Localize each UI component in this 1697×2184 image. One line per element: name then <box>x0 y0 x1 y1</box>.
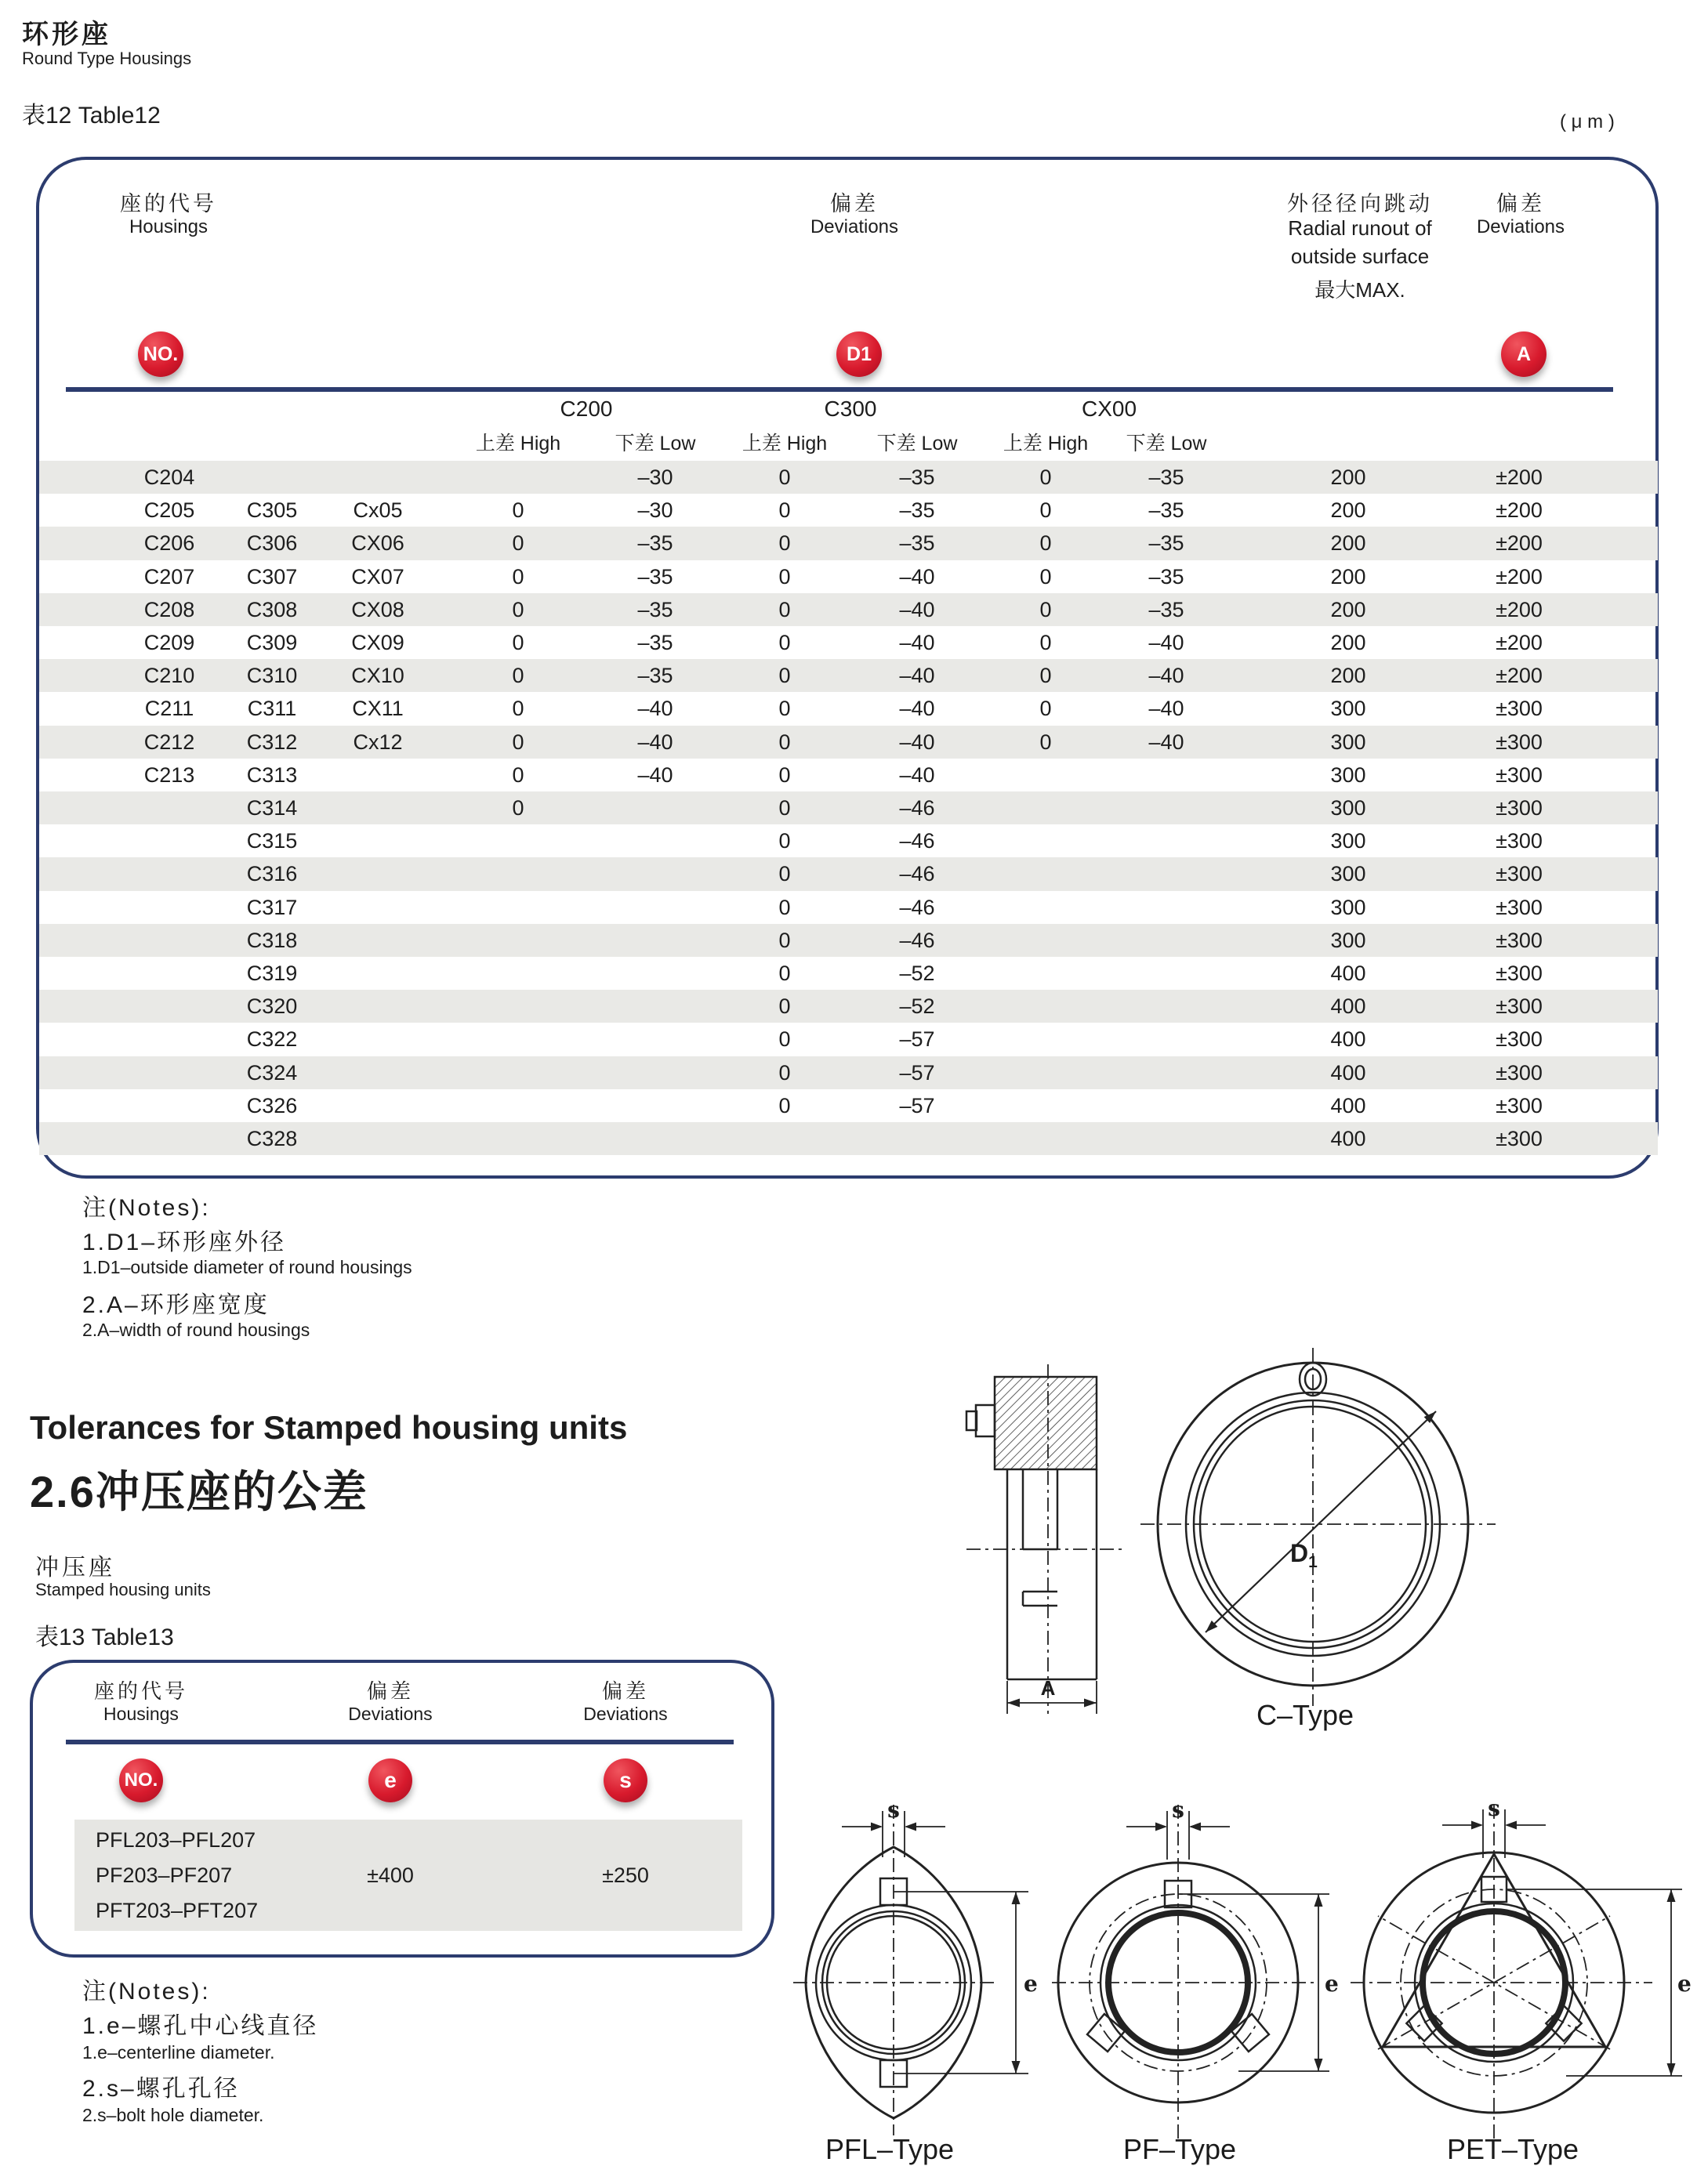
table12-cell: –40 <box>637 730 673 754</box>
table12-cell: 400 <box>1330 994 1366 1019</box>
arrow-icon <box>1471 1821 1483 1830</box>
table12-cell: 0 <box>778 829 791 853</box>
table12-cell: C314 <box>246 796 298 820</box>
table12-cell: ±200 <box>1496 664 1543 688</box>
table12-cell: 0 <box>512 531 524 556</box>
arrow-icon <box>1314 1894 1323 1907</box>
table12-cell: 200 <box>1330 564 1366 589</box>
t12-cx00-low: 下差 Low <box>1126 433 1207 455</box>
section-title-cn: 2.6冲压座的公差 <box>30 1467 368 1516</box>
table12-cell: C307 <box>246 564 298 589</box>
table12-cell: 300 <box>1330 796 1366 820</box>
table12-cell: 0 <box>778 730 791 754</box>
table12-cell: ±300 <box>1496 697 1543 721</box>
table12-cell: 400 <box>1330 962 1366 985</box>
table12-cell: 0 <box>512 762 524 787</box>
table12-cell: ±300 <box>1496 862 1543 886</box>
table12-cell: C319 <box>246 962 298 985</box>
table12-cell: ±200 <box>1496 498 1543 523</box>
notes12-line2-en: 2.A–width of round housings <box>82 1320 310 1340</box>
table12-cell: ±300 <box>1496 796 1543 820</box>
table12-cell: 200 <box>1330 664 1366 688</box>
table12-cell: 0 <box>512 697 524 721</box>
table12-row <box>39 461 1658 494</box>
arrow-icon <box>1012 1892 1021 1904</box>
t13-housings-en: Housings <box>103 1704 179 1724</box>
notes13-title: 注(Notes): <box>82 1979 211 2005</box>
pet-type-diagram <box>1347 1791 1697 2143</box>
t13-header-rule <box>66 1740 734 1744</box>
table12-cell: 0 <box>512 498 524 523</box>
c-type-section-diagram <box>960 1360 1129 1724</box>
table12-label: 表12 Table12 <box>22 103 161 129</box>
table12-cell: –35 <box>1148 597 1184 621</box>
table13-label: 表13 Table13 <box>35 1624 174 1650</box>
table12-cell: ±300 <box>1496 730 1543 754</box>
arrow-icon <box>1505 1821 1517 1830</box>
table12-cell: –35 <box>637 597 673 621</box>
table12-cell: –35 <box>1148 564 1184 589</box>
table12-row <box>39 692 1658 725</box>
table12-cell: C210 <box>143 664 195 688</box>
table12-cell: 0 <box>778 928 791 952</box>
table12-cell: 300 <box>1330 697 1366 721</box>
notes12-title: 注(Notes): <box>82 1195 211 1221</box>
badge-no-13: NO. <box>119 1758 163 1802</box>
table12-cell: 0 <box>1039 564 1052 589</box>
t13-dev1-en: Deviations <box>348 1704 433 1724</box>
table12-cell: –40 <box>899 631 935 654</box>
badge-d1: D1 <box>836 331 882 377</box>
table12-cell: 0 <box>778 962 791 985</box>
arrow-icon <box>1667 2063 1676 2076</box>
table12-cell: ±200 <box>1496 564 1543 589</box>
t13-models <box>96 1823 258 1929</box>
table12-cell: 0 <box>778 1093 791 1117</box>
table12-cell: –35 <box>899 498 935 523</box>
table12-row <box>39 1056 1658 1089</box>
table12-cell: C317 <box>246 895 298 919</box>
table12-cell: ±300 <box>1496 994 1543 1019</box>
dim-s-label: s <box>1488 1795 1500 1821</box>
t12-deviations2-cn: 偏差 <box>1496 192 1545 216</box>
table12-cell: –40 <box>637 762 673 787</box>
table12-cell: –57 <box>899 1060 935 1085</box>
table12-cell: 0 <box>778 697 791 721</box>
table12-cell: –35 <box>637 564 673 589</box>
table12-cell: C324 <box>246 1060 298 1085</box>
table12-cell: 0 <box>778 597 791 621</box>
table12-cell: C328 <box>246 1127 298 1150</box>
table12-cell: 0 <box>778 564 791 589</box>
table12-cell: 0 <box>778 862 791 886</box>
table12-row <box>39 560 1658 593</box>
table12-cell: –40 <box>1148 664 1184 688</box>
table12-cell: ±300 <box>1496 1060 1543 1085</box>
table12-cell: –30 <box>637 465 673 489</box>
table12-cell: 0 <box>512 564 524 589</box>
t12-runout-en1: Radial runout of <box>1288 216 1432 240</box>
t13-model-line: PFT203–PFT207 <box>96 1899 259 1922</box>
table12-cell: 400 <box>1330 1060 1366 1085</box>
table12-cell: Cx05 <box>353 498 403 523</box>
table12-cell: 300 <box>1330 730 1366 754</box>
c-type-caption: C–Type <box>1256 1699 1354 1731</box>
t12-c300-high: 上差 High <box>742 433 828 455</box>
table12-cell: 0 <box>778 762 791 787</box>
table12-cell: –30 <box>637 498 673 523</box>
table12-cell: –35 <box>1148 465 1184 489</box>
table12-cell: CX07 <box>351 564 404 589</box>
table12-cell: 400 <box>1330 1127 1366 1150</box>
table12-cell: ±200 <box>1496 531 1543 556</box>
table12-row <box>39 726 1658 759</box>
table12-cell: 0 <box>1039 498 1052 523</box>
table12-cell: 0 <box>778 1027 791 1052</box>
t12-group-c200: C200 <box>560 397 613 421</box>
table12-cell: C305 <box>246 498 298 523</box>
table12-cell: 300 <box>1330 862 1366 886</box>
table12-cell: C204 <box>143 465 195 489</box>
t13-housings-cn: 座的代号 <box>93 1679 188 1703</box>
notes12-line1-en: 1.D1–outside diameter of round housings <box>82 1257 412 1277</box>
table12-cell: 300 <box>1330 829 1366 853</box>
dim-a-label: A <box>1040 1676 1056 1700</box>
grease-fitting-icon <box>976 1405 995 1436</box>
t12-runout-max: 最大MAX. <box>1314 278 1405 302</box>
table12-cell: ±200 <box>1496 465 1543 489</box>
table12-cell: ±300 <box>1496 895 1543 919</box>
table12-cell: C309 <box>246 631 298 654</box>
table12-cell: 0 <box>778 498 791 523</box>
arrow-icon <box>1155 1823 1167 1831</box>
arrow-icon <box>871 1823 883 1831</box>
table12-cell: –40 <box>1148 697 1184 721</box>
badge-no: NO. <box>138 331 183 377</box>
notes12-line1-cn: 1.D1–环形座外径 <box>82 1230 287 1255</box>
table12-cell: C308 <box>246 597 298 621</box>
table12-row <box>39 759 1658 791</box>
badge-e: e <box>368 1758 412 1802</box>
table12-cell: C326 <box>246 1093 298 1117</box>
table12-cell: ±300 <box>1496 1127 1543 1150</box>
table12-cell: ±200 <box>1496 631 1543 654</box>
table12-cell: 300 <box>1330 928 1366 952</box>
table12-cell: –40 <box>899 597 935 621</box>
table12-cell: 400 <box>1330 1027 1366 1052</box>
table12-cell: 0 <box>778 664 791 688</box>
table12-cell: CX08 <box>351 597 404 621</box>
notes13-line1-en: 1.e–centerline diameter. <box>82 2042 275 2063</box>
notes13-line1-cn: 1.e–螺孔中心线直径 <box>82 2013 319 2039</box>
table12-cell: C205 <box>143 498 195 523</box>
table12-cell: CX06 <box>351 531 404 556</box>
notes13-line2-cn: 2.s–螺孔孔径 <box>82 2076 240 2102</box>
table12-cell: –57 <box>899 1027 935 1052</box>
table12-cell: 0 <box>778 631 791 654</box>
table12-cell: C315 <box>246 829 298 853</box>
table12-cell: –35 <box>637 631 673 654</box>
table12-cell: –52 <box>899 994 935 1019</box>
table12-cell: –46 <box>899 895 935 919</box>
d1-dimension-line <box>1206 1411 1436 1632</box>
table12-cell: 0 <box>1039 631 1052 654</box>
t12-c300-low: 下差 Low <box>876 433 958 455</box>
table12-cell: 0 <box>512 796 524 820</box>
table12-cell: 0 <box>1039 664 1052 688</box>
t12-group-c300: C300 <box>824 397 877 421</box>
table12-cell: –40 <box>637 697 673 721</box>
table12-cell: –57 <box>899 1093 935 1117</box>
pf-type-caption: PF–Type <box>1122 2133 1237 2165</box>
table12-cell: –40 <box>899 730 935 754</box>
table12-cell: C208 <box>143 597 195 621</box>
dim-d1-label: $D_1$ <box>1290 1539 1318 1571</box>
table12-cell: –35 <box>637 664 673 688</box>
table12-cell: C213 <box>143 762 195 787</box>
pf-type-diagram <box>1050 1791 1344 2143</box>
table12-cell: C318 <box>246 928 298 952</box>
pfl-type-diagram <box>776 1791 1046 2143</box>
dim-e-label: e <box>1024 1971 1038 1997</box>
table12-cell: C209 <box>143 631 195 654</box>
arrow-icon <box>905 1823 916 1831</box>
table12-cell: 0 <box>778 531 791 556</box>
table12-cell: 0 <box>778 1060 791 1085</box>
table12-cell: 0 <box>512 664 524 688</box>
table12-row <box>39 1023 1658 1056</box>
table12-cell: –35 <box>637 531 673 556</box>
table12-rows <box>39 461 1658 1157</box>
table12-cell: C320 <box>246 994 298 1019</box>
table12-cell: 200 <box>1330 531 1366 556</box>
table12-cell: ±300 <box>1496 1093 1543 1117</box>
table12-cell: 0 <box>778 465 791 489</box>
table12-row <box>39 593 1658 626</box>
table12-cell: C310 <box>246 664 298 688</box>
c-type-front-diagram <box>1137 1344 1505 1712</box>
table12-cell: C306 <box>246 531 298 556</box>
table12-cell: C206 <box>143 531 195 556</box>
table12-cell: –46 <box>899 796 935 820</box>
table12-row <box>39 659 1658 692</box>
dim-s-label: s <box>1172 1797 1184 1823</box>
table12-cell: ±200 <box>1496 597 1543 621</box>
table12-row <box>39 857 1658 890</box>
t12-housings-en: Housings <box>129 216 208 237</box>
dim-s-label: s <box>887 1797 900 1823</box>
badge-s: s <box>604 1758 647 1802</box>
t12-cx00-high: 上差 High <box>1003 433 1089 455</box>
notes13-line2-en: 2.s–bolt hole diameter. <box>82 2105 264 2125</box>
table12-cell: 0 <box>512 631 524 654</box>
table12-row <box>39 824 1658 857</box>
table12-cell: 0 <box>512 730 524 754</box>
t13-s-dev: ±250 <box>602 1863 649 1887</box>
table12-cell: –46 <box>899 829 935 853</box>
table12-cell: ±300 <box>1496 829 1543 853</box>
badge-a: A <box>1501 331 1547 377</box>
table12-cell: C313 <box>246 762 298 787</box>
unit-label: ( μ m ) <box>1560 111 1615 132</box>
t12-runout-en2: outside surface <box>1290 244 1430 268</box>
table12-cell: CX11 <box>352 697 404 721</box>
t12-deviations2-en: Deviations <box>1476 216 1565 237</box>
table12-cell: 200 <box>1330 597 1366 621</box>
table12-cell: 200 <box>1330 631 1366 654</box>
table12-cell: –40 <box>1148 631 1184 654</box>
table12-row <box>39 494 1658 527</box>
t13-model-line: PF203–PF207 <box>96 1863 233 1887</box>
table12-cell: 200 <box>1330 465 1366 489</box>
table12-cell: 0 <box>512 597 524 621</box>
table12-cell: 0 <box>1039 697 1052 721</box>
table12-cell: –35 <box>899 465 935 489</box>
table12-row <box>39 527 1658 560</box>
table12-cell: Cx12 <box>353 730 403 754</box>
arrow-icon <box>1314 2059 1323 2071</box>
t13-model-line: PFL203–PFL207 <box>96 1828 256 1852</box>
table12-row <box>39 626 1658 659</box>
page-title-en: Round Type Housings <box>22 49 192 68</box>
table12-cell: C312 <box>246 730 298 754</box>
table12-cell: 300 <box>1330 762 1366 787</box>
section-sub-cn: 冲压座 <box>35 1555 115 1581</box>
t13-dev1-cn: 偏差 <box>366 1679 414 1703</box>
t13-dev2-cn: 偏差 <box>601 1679 649 1703</box>
table12-row <box>39 791 1658 824</box>
table12-cell: ±300 <box>1496 928 1543 952</box>
table12-row <box>39 957 1658 990</box>
table12-row <box>39 1089 1658 1122</box>
section-title-en: Tolerances for Stamped housing units <box>30 1409 628 1446</box>
t13-e-dev: ±400 <box>367 1863 414 1887</box>
table12-cell: –35 <box>899 531 935 556</box>
table12-cell: –52 <box>899 962 935 985</box>
table12-cell: C311 <box>247 697 297 721</box>
table12-cell: 0 <box>1039 730 1052 754</box>
t12-c200-low: 下差 Low <box>615 433 696 455</box>
page-title-cn: 环形座 <box>22 20 111 49</box>
table12-row <box>39 924 1658 957</box>
table12-cell: C316 <box>246 862 298 886</box>
table12-cell: 0 <box>778 796 791 820</box>
t12-group-cx00: CX00 <box>1081 397 1137 421</box>
table12-cell: –35 <box>1148 531 1184 556</box>
table12-row <box>39 1122 1658 1155</box>
t12-housings-cn: 座的代号 <box>120 192 217 216</box>
table12-cell: 0 <box>1039 531 1052 556</box>
table12-cell: C212 <box>143 730 195 754</box>
dim-e-label: e <box>1677 1971 1692 1997</box>
arrow-right-icon <box>1084 1699 1097 1708</box>
dim-e-label: e <box>1325 1971 1339 1997</box>
arrow-left-icon <box>1007 1699 1020 1708</box>
table12-cell: ±300 <box>1496 1027 1543 1052</box>
table12-cell: –40 <box>899 664 935 688</box>
table12-cell: –40 <box>899 762 935 787</box>
table12-cell: –35 <box>1148 498 1184 523</box>
table12-cell: 0 <box>778 895 791 919</box>
table12-row <box>39 990 1658 1023</box>
arrow-icon <box>1189 1823 1201 1831</box>
t13-dev2-en: Deviations <box>583 1704 668 1724</box>
notes12-line2-cn: 2.A–环形座宽度 <box>82 1292 270 1318</box>
table12-cell: –40 <box>899 564 935 589</box>
arrow-icon <box>1667 1889 1676 1902</box>
table12-cell: 0 <box>1039 597 1052 621</box>
table12-cell: 400 <box>1330 1093 1366 1117</box>
pfl-type-caption: PFL–Type <box>825 2133 955 2165</box>
table12-cell: –46 <box>899 928 935 952</box>
table12-cell: C322 <box>246 1027 298 1052</box>
table12-cell: –40 <box>1148 730 1184 754</box>
table12-cell: 300 <box>1330 895 1366 919</box>
pet-type-caption: PET–Type <box>1446 2133 1579 2165</box>
t12-runout-cn: 外径径向跳动 <box>1287 192 1433 216</box>
table12-cell: 200 <box>1330 498 1366 523</box>
table12-cell: C207 <box>143 564 195 589</box>
t12-deviations-cn: 偏差 <box>830 192 879 216</box>
table12-cell: –40 <box>899 697 935 721</box>
table12-cell: C211 <box>144 697 194 721</box>
t12-deviations-en: Deviations <box>810 216 899 237</box>
table12-cell: –46 <box>899 862 935 886</box>
table12-cell: 0 <box>1039 465 1052 489</box>
section-sub-en: Stamped housing units <box>35 1580 211 1599</box>
table12-cell: 0 <box>778 994 791 1019</box>
table12-cell: CX09 <box>351 631 404 654</box>
t12-header-rule <box>66 387 1613 392</box>
t12-c200-high: 上差 High <box>475 433 561 455</box>
table12-row <box>39 891 1658 924</box>
table12-cell: CX10 <box>351 664 404 688</box>
table12-cell: ±300 <box>1496 962 1543 985</box>
arrow-icon <box>1012 2061 1021 2074</box>
table12-cell: ±300 <box>1496 762 1543 787</box>
